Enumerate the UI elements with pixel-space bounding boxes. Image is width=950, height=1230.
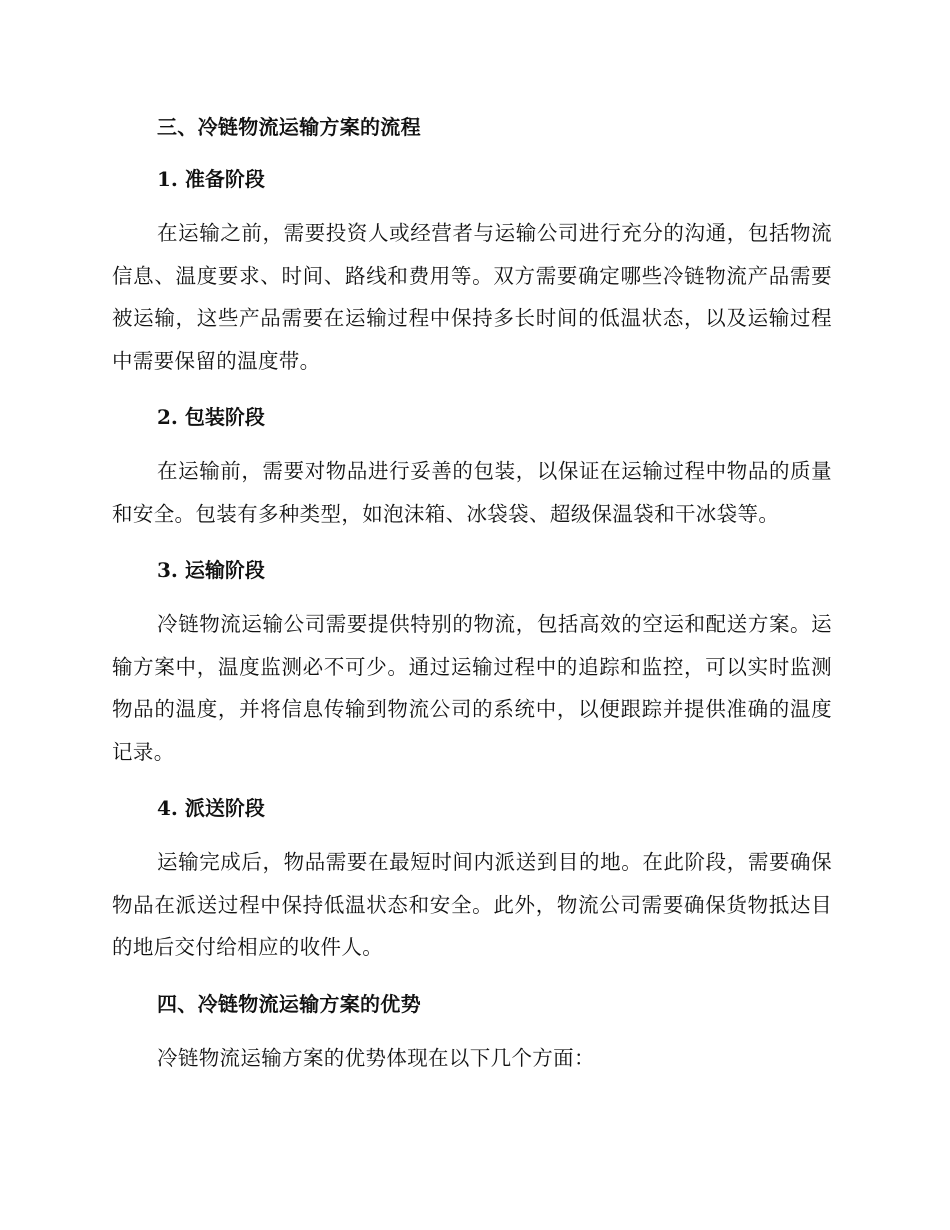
stage-text-transport: 冷链物流运输公司需要提供特别的物流，包括高效的空运和配送方案。运输方案中，温度监测必不可少。通过运输过程中的追踪和监控，可以实时监测物品的温度，并将信息传输到物流公司的系统中，以便跟踪并提供准确的温度记录。 [112, 612, 832, 764]
stage-title-preparation: 1. 准备阶段 [157, 167, 265, 191]
stage-title-transport: 3. 运输阶段 [157, 558, 265, 582]
advantages-intro: 冷链物流运输方案的优势体现在以下几个方面： [157, 1045, 595, 1070]
section-heading-advantages: 四、冷链物流运输方案的优势 [157, 991, 421, 1016]
stage-text-packaging: 在运输前，需要对物品进行妥善的包装，以保证在运输过程中物品的质量和安全。包装有多种类型，如泡沫箱、冰袋袋、超级保温袋和干冰袋等。 [112, 459, 832, 526]
stage-title-delivery: 4. 派送阶段 [157, 796, 265, 820]
document-body [112, 108, 832, 1079]
stage-text-delivery: 运输完成后，物品需要在最短时间内派送到目的地。在此阶段，需要确保物品在派送过程中保持低温状态和安全。此外，物流公司需要确保货物抵达目的地后交付给相应的收件人。 [112, 850, 832, 959]
section-heading-process: 三、冷链物流运输方案的流程 [157, 115, 421, 139]
stage-title-packaging: 2. 包装阶段 [157, 405, 265, 429]
stage-text-preparation: 在运输之前，需要投资人或经营者与运输公司进行充分的沟通，包括物流信息、温度要求、时间、路线和费用等。双方需要确定哪些冷链物流产品需要被运输，这些产品需要在运输过程中保持多长时间的低温状态，以及运输过程中需要保留的温度带。 [112, 221, 832, 373]
